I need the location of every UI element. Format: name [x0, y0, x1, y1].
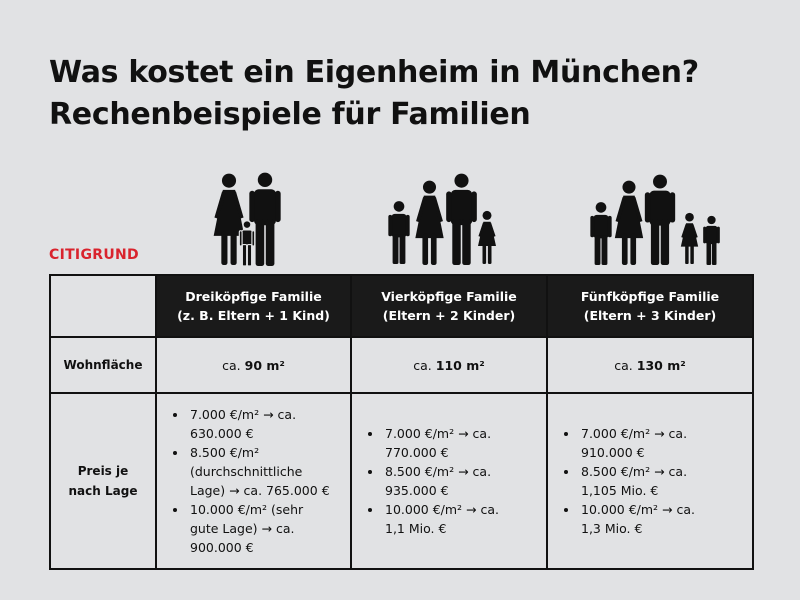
list-item: • 8.500 €/m² → ca. 1,105 Mio. € — [579, 462, 702, 500]
area-cell: ca. 110 m² — [351, 337, 547, 393]
list-item: • 8.500 €/m² (durchschnittliche Lage) → ca. 765.000 € — [188, 443, 350, 500]
area-cell: ca. 130 m² — [547, 337, 753, 393]
header-four-person: Vierköpfige Familie (Eltern + 2 Kinder) — [351, 275, 547, 337]
row-label-price: Preis je nach Lage — [50, 393, 156, 569]
cost-table — [49, 274, 754, 570]
family-of-three-icon — [214, 173, 281, 266]
area-cell: ca. 90 m² — [156, 337, 351, 393]
list-item: • 8.500 €/m² → ca. 935.000 € — [383, 462, 506, 500]
family-of-five-icon — [590, 175, 720, 265]
price-cell — [351, 393, 547, 569]
title-line-2: Rechenbeispiele für Familien — [49, 97, 531, 132]
header-empty-cell — [50, 275, 156, 337]
table-header-row — [50, 275, 753, 337]
list-item: • 7.000 €/m² → ca. 630.000 € — [188, 405, 350, 443]
list-item: • 10.000 €/m² (sehr gute Lage) → ca. 900.000 € — [188, 500, 350, 557]
row-label-area: Wohnfläche — [50, 337, 156, 393]
table-row-area — [50, 337, 753, 393]
list-item: • 10.000 €/m² → ca. 1,1 Mio. € — [383, 500, 506, 538]
brand-logo: CITIGRUND — [49, 247, 139, 263]
header-five-person: Fünfköpfige Familie (Eltern + 3 Kinder) — [547, 275, 753, 337]
family-illustrations — [0, 0, 800, 280]
price-cell — [547, 393, 753, 569]
list-item: • 7.000 €/m² → ca. 910.000 € — [579, 424, 702, 462]
list-item: • 10.000 €/m² → ca. 1,3 Mio. € — [579, 500, 702, 538]
title-line-1: Was kostet ein Eigenheim in München? — [49, 55, 699, 90]
list-item: • 7.000 €/m² → ca. 770.000 € — [383, 424, 506, 462]
family-of-four-icon — [388, 174, 496, 265]
table-row-price — [50, 393, 753, 569]
price-cell — [156, 393, 351, 569]
header-three-person: Dreiköpfige Familie (z. B. Eltern + 1 Kind) — [156, 275, 351, 337]
